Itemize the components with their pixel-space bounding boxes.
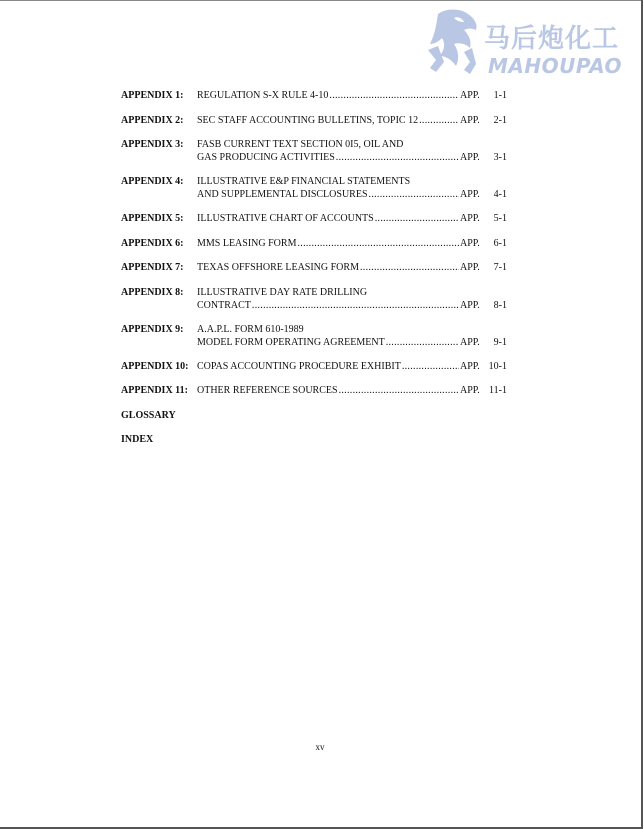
toc-entry-page: 3-1 [493, 151, 507, 163]
toc-entry-app: APP. [460, 151, 480, 163]
toc-entry-app: APP. [460, 90, 480, 101]
toc-entry-page: 6-1 [493, 238, 507, 249]
toc-entry-app: APP. [460, 299, 480, 311]
toc-entry-page: 9-1 [493, 336, 507, 348]
dot-leader [386, 337, 459, 350]
dot-leader [369, 189, 459, 202]
page-number: xv [315, 742, 325, 752]
toc-entry-app: APP. [460, 213, 480, 224]
toc-entry-glossary: GLOSSARY [121, 410, 176, 421]
toc-entry-title: OTHER REFERENCE SOURCES [197, 385, 338, 396]
toc-entry-label: APPENDIX 7: [121, 262, 184, 273]
toc-entry-label: APPENDIX 1: [121, 90, 184, 101]
toc-entry-title: MMS LEASING FORM [197, 238, 297, 249]
watermark-chinese-text: 马后炮化工 [484, 24, 620, 54]
toc-entry-app: APP. [460, 361, 480, 372]
toc-entry-app: APP. [460, 262, 480, 273]
watermark [424, 4, 642, 80]
toc-entry-label: APPENDIX 8: [121, 287, 184, 298]
toc-entry-page: 8-1 [493, 299, 507, 311]
toc-entry-app: APP. [460, 188, 480, 200]
dot-leader [329, 90, 459, 103]
toc-entry-app: APP. [460, 336, 480, 348]
toc-entry-page: 7-1 [493, 262, 507, 273]
toc-entry-label: APPENDIX 4: [121, 176, 184, 187]
toc-entry-label: APPENDIX 10: [121, 361, 189, 372]
dot-leader [419, 115, 459, 128]
dot-leader [339, 385, 459, 398]
toc-entry-title: ILLUSTRATIVE CHART OF ACCOUNTS [197, 213, 374, 224]
toc-entry-label: APPENDIX 3: [121, 139, 184, 150]
dot-leader [252, 300, 459, 313]
toc-entry-title: TEXAS OFFSHORE LEASING FORM [197, 262, 359, 273]
dot-leader [297, 238, 459, 251]
toc-entry-title: REGULATION S-X RULE 4-10 [197, 90, 329, 101]
watermark-latin-text: MAHOUPAO [488, 54, 623, 78]
toc-entry-title: FASB CURRENT TEXT SECTION 0I5, OIL AND [197, 139, 404, 150]
dot-leader [360, 262, 459, 275]
toc-entry-page: 2-1 [493, 115, 507, 126]
toc-entry-title-continued: CONTRACT [197, 299, 251, 311]
toc-entry-title: A.A.P.L. FORM 610-1989 [197, 324, 304, 335]
dot-leader [336, 152, 459, 165]
dot-leader [375, 213, 459, 226]
toc-entry-app: APP. [460, 385, 480, 396]
toc-entry-label: APPENDIX 6: [121, 238, 184, 249]
toc-entry-page: 1-1 [493, 90, 507, 101]
toc-entry-title-continued: MODEL FORM OPERATING AGREEMENT [197, 336, 385, 348]
toc-entry-title: SEC STAFF ACCOUNTING BULLETINS, TOPIC 12 [197, 115, 419, 126]
toc-entry-title: ILLUSTRATIVE E&P FINANCIAL STATEMENTS [197, 176, 411, 187]
toc-entry-index: INDEX [121, 434, 154, 445]
dot-leader [402, 361, 459, 374]
toc-entry-page: 4-1 [493, 188, 507, 200]
toc-entry-app: APP. [460, 238, 480, 249]
toc-entry-title-continued: AND SUPPLEMENTAL DISCLOSURES [197, 188, 368, 200]
toc-entry-title: COPAS ACCOUNTING PROCEDURE EXHIBIT [197, 361, 401, 372]
toc-entry-page: 5-1 [493, 213, 507, 224]
toc-entry-page: 10-1 [488, 361, 507, 372]
toc-entry-title-continued: GAS PRODUCING ACTIVITIES [197, 151, 335, 163]
toc-entry-label: APPENDIX 11: [121, 385, 188, 396]
toc-entry-label: APPENDIX 5: [121, 213, 184, 224]
toc-entry-page: 11-1 [489, 385, 507, 396]
toc-entry-label: APPENDIX 9: [121, 324, 184, 335]
toc-entry-label: APPENDIX 2: [121, 115, 184, 126]
toc-entry-app: APP. [460, 115, 480, 126]
toc-entry-title: ILLUSTRATIVE DAY RATE DRILLING [197, 287, 368, 298]
